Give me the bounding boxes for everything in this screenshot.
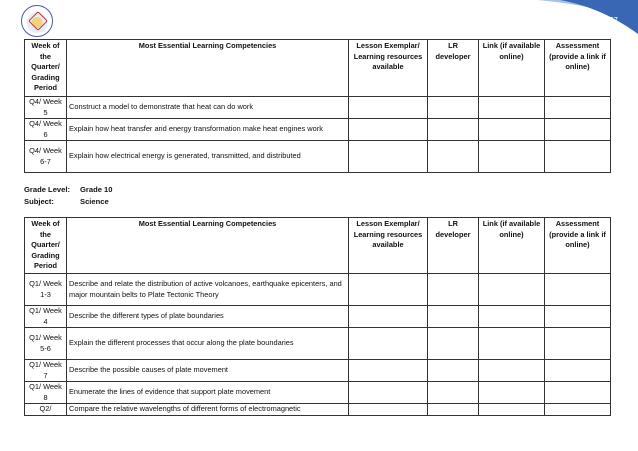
week-cell: Q1/ Week 7 <box>25 360 67 382</box>
header-link: Link (if available online) <box>479 218 545 274</box>
assessment-cell <box>545 141 611 173</box>
competency-cell: Construct a model to demonstrate that heat can do work <box>67 97 349 119</box>
grade-level-value: Grade 10 <box>80 185 113 194</box>
header-week: Week of the Quarter/ Grading Period <box>25 40 67 97</box>
table-row <box>25 360 611 382</box>
header-competency: Most Essential Learning Competencies <box>67 40 349 97</box>
week-cell: Q1/ Week 1-3 <box>25 274 67 306</box>
header-lesson: Lesson Exemplar/ Learning resources available <box>349 40 428 97</box>
table-row <box>25 382 611 404</box>
header-assessment: Assessment (provide a link if online) <box>545 40 611 97</box>
table-row <box>25 97 611 119</box>
header-week: Week of the Quarter/ Grading Period <box>25 218 67 274</box>
competency-cell: Explain how electrical energy is generated, transmitted, and distributed <box>67 141 349 173</box>
link-cell <box>479 360 545 382</box>
lr-cell <box>428 360 479 382</box>
lr-cell <box>428 404 479 416</box>
subject-value: Science <box>80 197 109 206</box>
table-header-row <box>25 40 611 97</box>
lr-cell <box>428 306 479 328</box>
header-competency: Most Essential Learning Competencies <box>67 218 349 274</box>
table-row <box>25 119 611 141</box>
lesson-cell <box>349 360 428 382</box>
assessment-cell <box>545 97 611 119</box>
table-header-row <box>25 218 611 274</box>
link-cell <box>479 141 545 173</box>
lr-cell <box>428 274 479 306</box>
grade-level-line <box>24 185 113 194</box>
header-link: Link (if available online) <box>479 40 545 97</box>
lr-cell <box>428 328 479 360</box>
week-cell: Q4/ Week 6 <box>25 119 67 141</box>
grade-level-label: Grade Level: <box>24 185 71 194</box>
page-number: 327 <box>604 16 618 25</box>
lr-cell <box>428 119 479 141</box>
link-cell <box>479 119 545 141</box>
link-cell <box>479 328 545 360</box>
assessment-cell <box>545 119 611 141</box>
lesson-cell <box>349 97 428 119</box>
competency-cell: Enumerate the lines of evidence that support plate movement <box>67 382 349 404</box>
competency-cell: Describe the possible causes of plate movement <box>67 360 349 382</box>
table-row <box>25 274 611 306</box>
competency-cell: Explain how heat transfer and energy transformation make heat engines work <box>67 119 349 141</box>
lesson-cell <box>349 382 428 404</box>
week-cell: Q4/ Week 5 <box>25 97 67 119</box>
table-row <box>25 306 611 328</box>
header-lr: LR developer <box>428 218 479 274</box>
assessment-cell <box>545 360 611 382</box>
week-cell: Q2/ <box>25 404 67 416</box>
table-row <box>25 141 611 173</box>
lr-cell <box>428 97 479 119</box>
link-cell <box>479 97 545 119</box>
link-cell <box>479 404 545 416</box>
week-cell: Q1/ Week 5-6 <box>25 328 67 360</box>
lesson-cell <box>349 306 428 328</box>
blue-swoosh-icon <box>508 0 638 34</box>
assessment-cell <box>545 274 611 306</box>
header-assessment: Assessment (provide a link if online) <box>545 218 611 274</box>
competency-cell: Describe the different types of plate boundaries <box>67 306 349 328</box>
week-cell: Q1/ Week 8 <box>25 382 67 404</box>
assessment-cell <box>545 306 611 328</box>
lr-cell <box>428 382 479 404</box>
lesson-cell <box>349 119 428 141</box>
lesson-cell <box>349 141 428 173</box>
link-cell <box>479 382 545 404</box>
week-cell: Q4/ Week 6-7 <box>25 141 67 173</box>
competency-cell: Explain the different processes that occur along the plate boundaries <box>67 328 349 360</box>
deped-seal-icon <box>21 5 53 37</box>
week-cell: Q1/ Week 4 <box>25 306 67 328</box>
competency-table-1 <box>24 39 611 173</box>
header-lr: LR developer <box>428 40 479 97</box>
table-row <box>25 404 611 416</box>
competency-cell: Describe and relate the distribution of active volcanoes, earthquake epicenters, and major mountain belts to Plate Tectonic Theory <box>67 274 349 306</box>
competency-table-2 <box>24 217 611 416</box>
lesson-cell <box>349 274 428 306</box>
lr-cell <box>428 141 479 173</box>
link-cell <box>479 306 545 328</box>
lesson-cell <box>349 328 428 360</box>
subject-line <box>24 197 109 206</box>
competency-cell: Compare the relative wavelengths of different forms of electromagnetic <box>67 404 349 416</box>
assessment-cell <box>545 404 611 416</box>
subject-label: Subject: <box>24 197 54 206</box>
assessment-cell <box>545 382 611 404</box>
lesson-cell <box>349 404 428 416</box>
table-row <box>25 328 611 360</box>
assessment-cell <box>545 328 611 360</box>
link-cell <box>479 274 545 306</box>
header-lesson: Lesson Exemplar/ Learning resources available <box>349 218 428 274</box>
